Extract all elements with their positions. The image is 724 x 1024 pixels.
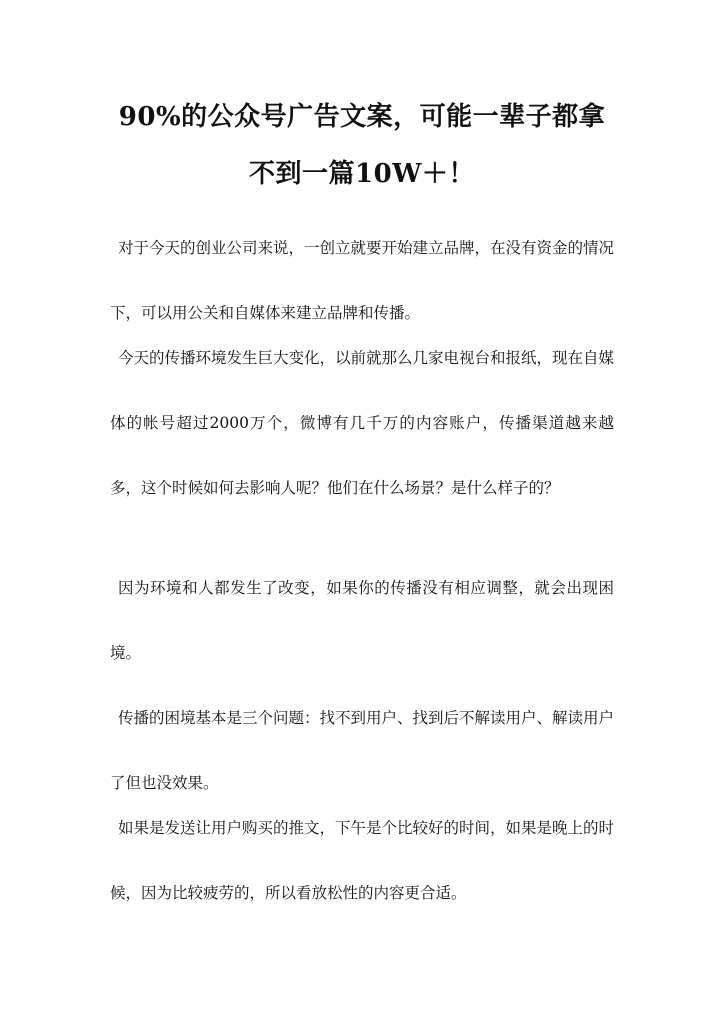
paragraph-1: 对于今天的创业公司来说，一创立就要开始建立品牌，在没有资金的情况下，可以用公关和自媒体来建立品牌和传播。	[110, 239, 615, 322]
article-title-line-2: 不到一篇10W＋！	[249, 159, 475, 189]
paragraph-4: 传播的困境基本是三个问题：找不到用户、找到后不解读用户、解读用户了但也没效果。	[110, 709, 615, 792]
paragraph-2: 今天的传播环境发生巨大变化，以前就那么几家电视台和报纸，现在自媒体的帐号超过2000万个，微博有几千万的内容账户，传播渠道越来越多，这个时候如何去影响人呢？他们在什么场景？是什么样子的？	[110, 349, 615, 497]
paragraph-3: 因为环境和人都发生了改变，如果你的传播没有相应调整，就会出现困境。	[110, 579, 614, 662]
article-title-line-1: 90%的公众号广告文案，可能一辈子都拿	[118, 102, 606, 132]
paragraph-5: 如果是发送让用户购买的推文，下午是个比较好的时间，如果是晚上的时候，因为比较疲劳的，所以看放松性的内容更合适。	[110, 819, 615, 902]
